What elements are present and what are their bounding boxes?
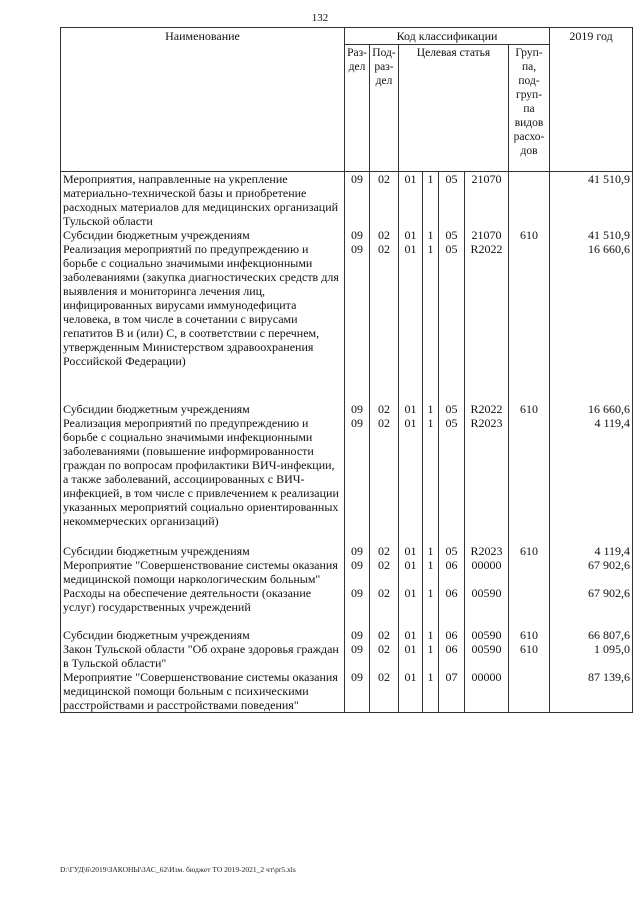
cell-name: Расходы на обеспечение деятельности (оказание услуг) государственных учреждений — [61, 586, 345, 614]
cell-podrazdel: 02 — [370, 242, 399, 368]
cell-t2: 1 — [423, 242, 439, 368]
cell-razdel: 09 — [345, 228, 370, 242]
cell-t2: 1 — [423, 642, 439, 670]
table-row — [61, 642, 633, 670]
cell-group: 610 — [509, 228, 550, 242]
cell-razdel: 09 — [345, 544, 370, 558]
table-row — [61, 544, 633, 558]
table-row — [61, 670, 633, 713]
cell-name: Реализация мероприятий по предупреждению и борьбе с социально значимыми инфекционными заболеваниями (закупка диагностических средств для выявления и мониторинга лечения лиц, инфицированных вирусами иммунодефицита человека, в том числе в сочетании с вирусами гепатитов В и (или) С, в соответствии с перечнем, утвержденным Министерством здравоохранения Российской Федерации) — [61, 242, 345, 368]
cell-name: Реализация мероприятий по предупреждению и борьбе с социально значимыми инфекционными заболеваниями (повышение информированности граждан по вопросам профилактики ВИЧ-инфекции, а также заболеваний, ассоциированных с ВИЧ-инфекцией, в том числе с привлечением к реализации указанных мероприятий социально ориентированных некоммерческих организаций) — [61, 416, 345, 528]
cell-t3: 06 — [439, 628, 465, 642]
cell-sum: 41 510,9 — [550, 172, 633, 229]
cell-name: Субсидии бюджетным учреждениям — [61, 228, 345, 242]
cell-t3: 05 — [439, 416, 465, 528]
cell-t4: R2022 — [465, 402, 509, 416]
cell-t4: 21070 — [465, 228, 509, 242]
cell-t2: 1 — [423, 670, 439, 713]
table-body — [61, 172, 633, 713]
header-target: Целевая статья — [399, 45, 509, 172]
cell-t1: 01 — [399, 228, 423, 242]
table-row — [61, 242, 633, 368]
cell-t1: 01 — [399, 670, 423, 713]
cell-razdel: 09 — [345, 642, 370, 670]
header-section: Раз- дел — [345, 45, 370, 172]
cell-razdel: 09 — [345, 558, 370, 586]
cell-sum: 66 807,6 — [550, 628, 633, 642]
cell-name: Мероприятие "Совершенствование системы оказания медицинской помощи наркологическим больным" — [61, 558, 345, 586]
cell-t3: 05 — [439, 228, 465, 242]
table-row — [61, 416, 633, 528]
cell-t2: 1 — [423, 228, 439, 242]
cell-t4: R2022 — [465, 242, 509, 368]
header-subsection: Под- раз- дел — [370, 45, 399, 172]
cell-group — [509, 242, 550, 368]
table-row — [61, 586, 633, 614]
cell-group — [509, 416, 550, 528]
cell-t2: 1 — [423, 586, 439, 614]
cell-name: Субсидии бюджетным учреждениям — [61, 628, 345, 642]
cell-sum: 67 902,6 — [550, 586, 633, 614]
cell-podrazdel: 02 — [370, 416, 399, 528]
cell-name: Мероприятие "Совершенствование системы оказания медицинской помощи больным с психическими расстройствами и расстройствами поведения" — [61, 670, 345, 713]
cell-t1: 01 — [399, 242, 423, 368]
cell-razdel: 09 — [345, 402, 370, 416]
page-number: 132 — [311, 12, 329, 24]
cell-name: Субсидии бюджетным учреждениям — [61, 544, 345, 558]
cell-t3: 05 — [439, 544, 465, 558]
cell-group — [509, 586, 550, 614]
cell-t2: 1 — [423, 172, 439, 229]
cell-podrazdel: 02 — [370, 172, 399, 229]
cell-t4: 00590 — [465, 586, 509, 614]
header-year: 2019 год — [550, 28, 633, 172]
cell-name: Закон Тульской области "Об охране здоровья граждан в Тульской области" — [61, 642, 345, 670]
cell-t1: 01 — [399, 416, 423, 528]
cell-sum: 16 660,6 — [550, 402, 633, 416]
cell-t4: R2023 — [465, 544, 509, 558]
cell-t4: R2023 — [465, 416, 509, 528]
header-group: Груп- па, под- груп- па видов расхо- дов — [509, 45, 550, 172]
cell-name: Субсидии бюджетным учреждениям — [61, 402, 345, 416]
cell-podrazdel: 02 — [370, 628, 399, 642]
cell-t1: 01 — [399, 558, 423, 586]
cell-t1: 01 — [399, 642, 423, 670]
cell-podrazdel: 02 — [370, 642, 399, 670]
cell-sum: 87 139,6 — [550, 670, 633, 713]
cell-sum: 16 660,6 — [550, 242, 633, 368]
cell-group — [509, 670, 550, 713]
table-row — [61, 228, 633, 242]
cell-t4: 00000 — [465, 558, 509, 586]
cell-podrazdel: 02 — [370, 670, 399, 713]
footer-path: D:\ГУД\6\2019\ЗАКОНЫ\ЗАС_62\Изм. бюджет ТО 2019-2021_2 чт\pr5.xls — [60, 865, 296, 874]
cell-t2: 1 — [423, 558, 439, 586]
cell-t3: 06 — [439, 558, 465, 586]
cell-podrazdel: 02 — [370, 228, 399, 242]
cell-t3: 06 — [439, 642, 465, 670]
cell-podrazdel: 02 — [370, 558, 399, 586]
cell-t2: 1 — [423, 416, 439, 528]
cell-t4: 00590 — [465, 642, 509, 670]
row-spacer — [61, 614, 633, 628]
cell-group — [509, 558, 550, 586]
cell-razdel: 09 — [345, 670, 370, 713]
cell-razdel: 09 — [345, 416, 370, 528]
cell-t3: 05 — [439, 402, 465, 416]
cell-t4: 21070 — [465, 172, 509, 229]
cell-t3: 06 — [439, 586, 465, 614]
cell-t4: 00590 — [465, 628, 509, 642]
cell-t2: 1 — [423, 402, 439, 416]
cell-group: 610 — [509, 544, 550, 558]
cell-sum: 1 095,0 — [550, 642, 633, 670]
cell-sum: 67 902,6 — [550, 558, 633, 586]
table-row — [61, 172, 633, 229]
cell-t4: 00000 — [465, 670, 509, 713]
cell-podrazdel: 02 — [370, 544, 399, 558]
cell-t2: 1 — [423, 628, 439, 642]
cell-sum: 41 510,9 — [550, 228, 633, 242]
cell-t1: 01 — [399, 172, 423, 229]
cell-name: Мероприятия, направленные на укрепление материально-технической базы и приобретение расходных материалов для медицинских организаций Тульской области — [61, 172, 345, 229]
cell-razdel: 09 — [345, 172, 370, 229]
budget-table — [60, 27, 633, 713]
cell-group: 610 — [509, 402, 550, 416]
cell-podrazdel: 02 — [370, 402, 399, 416]
table-row — [61, 558, 633, 586]
cell-group: 610 — [509, 642, 550, 670]
cell-t1: 01 — [399, 628, 423, 642]
cell-t3: 07 — [439, 670, 465, 713]
table-row — [61, 628, 633, 642]
header-classification: Код классификации — [345, 28, 550, 45]
cell-t1: 01 — [399, 402, 423, 416]
row-spacer — [61, 528, 633, 544]
cell-t1: 01 — [399, 544, 423, 558]
cell-t1: 01 — [399, 586, 423, 614]
cell-razdel: 09 — [345, 242, 370, 368]
cell-t2: 1 — [423, 544, 439, 558]
header-name: Наименование — [61, 28, 345, 172]
cell-razdel: 09 — [345, 628, 370, 642]
cell-sum: 4 119,4 — [550, 544, 633, 558]
cell-t3: 05 — [439, 242, 465, 368]
cell-group: 610 — [509, 628, 550, 642]
cell-sum: 4 119,4 — [550, 416, 633, 528]
cell-podrazdel: 02 — [370, 586, 399, 614]
table-row — [61, 402, 633, 416]
row-spacer — [61, 368, 633, 402]
cell-razdel: 09 — [345, 586, 370, 614]
cell-t3: 05 — [439, 172, 465, 229]
cell-group — [509, 172, 550, 229]
